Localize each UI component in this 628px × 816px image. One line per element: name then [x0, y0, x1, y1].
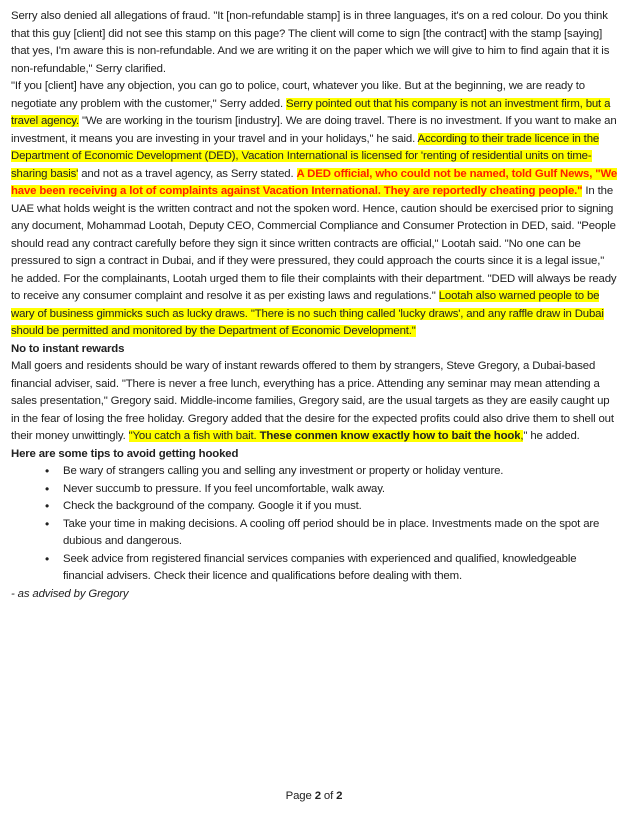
footer-total-pages: 2: [336, 789, 343, 802]
red-emphasis-text: A DED official, who could not be named, told Gulf News, "We have been receiving a lot of complaints against Vacation International. They are reportedly cheating people.": [11, 167, 618, 197]
highlighted-text: Lootah also warned people to be wary of business gimmicks such as lucky draws. "There is no such thing called 'lucky draws', and any raffle draw in Dubai should be permitted and monitored by the Department of Economic Development.": [11, 290, 604, 337]
text-run: In the UAE what holds weight is the written contract and not the spoken word. Hence, caution should be exercised prior to signing any document, Mohammad Lootah, Deputy CEO, Commercial Compliance and Consumer Protection in DED, said. "People should read any contract carefully before they sign it since written contracts are official," Lootah said. "No one can be pressured to sign a contract in Dubai, and if they were pressured, they could approach the courts since it is a legal issue," he added. For the complainants, Lootah urged them to file their complaints with their department. "DED will always be ready to receive any consumer complaint and resolve it as per existing laws and regulations.": [11, 185, 617, 302]
signoff-line: [11, 586, 618, 604]
bullet-item: [63, 481, 618, 499]
bullet-item: [63, 463, 618, 481]
bullet-item: [63, 516, 618, 551]
section-heading: [11, 446, 618, 464]
page-footer: [0, 788, 628, 806]
text-run: Never succumb to pressure. If you feel uncomfortable, walk away.: [63, 482, 385, 495]
tips-bullet-list: [11, 463, 618, 586]
section-heading: [11, 341, 618, 359]
text-run: Take your time in making decisions. A cooling off period should be in place. Investments made on the spot are dubious and dangerous.: [63, 517, 600, 547]
footer-of-label: of: [323, 789, 334, 802]
bullet-item: [63, 551, 618, 586]
text-run: No to instant rewards: [11, 342, 125, 355]
text-run: "We are working in the tourism [industry]. We are doing travel. There is no investment. If you want to make an investment, it means you are investing in your travel and in your holidays," he said.: [11, 115, 617, 145]
highlighted-text: Serry pointed out that his company is not an investment firm, but a travel agency.: [11, 97, 611, 127]
highlighted-text: These conmen know exactly how to bait the hook: [259, 430, 521, 442]
footer-current-page: 2: [314, 789, 321, 802]
text-run: " he added.: [523, 430, 580, 442]
text-run: Be wary of strangers calling you and selling any investment or property or holiday venture.: [63, 465, 504, 477]
text-run: - as advised by Gregory: [11, 587, 129, 600]
highlighted-text: ,: [520, 430, 524, 442]
article-body: [11, 8, 618, 603]
text-run: Seek advice from registered financial services companies with experienced and qualified, knowledgeable financial advisers. Check their licence and qualifications before dealing with them.: [63, 552, 577, 582]
text-run: Check the background of the company. Google it if you must.: [63, 500, 362, 512]
paragraph: [11, 358, 618, 446]
paragraph: [11, 78, 618, 341]
text-run: and not as a travel agency, as Serry stated.: [78, 167, 297, 180]
highlighted-text: According to their trade licence in the Department of Economic Development (DED), Vacation International is licensed for 'renting of residential units on time-sharing basis': [11, 132, 600, 180]
text-run: Serry also denied all allegations of fraud. "It [non-refundable stamp] is in three languages, it's on a red colour. Do you think that this guy [client] did not see this stamp on this page? The client will come to sign [the contract] with the stamp [saying] that yes, I'm aware this is non-refundable. And we are writing it on the paper which we will give to him to find again that it is non-refundable," Serry clarified.: [11, 10, 610, 75]
footer-page-label: Page: [285, 789, 312, 802]
text-run: Mall goers and residents should be wary of instant rewards offered to them by strangers, Steve Gregory, a Dubai-based financial adviser, said. "There is never a free lunch, everything has a price. Attending any seminar may mean attending a sales presentation," Gregory said. Middle-income families, Gregory said, are the usual targets as they are easily caught up in the fear of losing the free holiday. Gregory added that the desire for the expected profits could also drive them to shell out their money unwittingly.: [11, 360, 614, 442]
text-run: Here are some tips to avoid getting hooked: [11, 447, 239, 460]
text-run: "If you [client] have any objection, you can go to police, court, whatever you like. But at the beginning, we are ready to negotiate any problem with the customer," Serry added.: [11, 80, 585, 110]
highlighted-text: "You catch a fish with bait.: [128, 430, 260, 442]
bullet-item: [63, 498, 618, 516]
paragraph: [11, 8, 618, 78]
